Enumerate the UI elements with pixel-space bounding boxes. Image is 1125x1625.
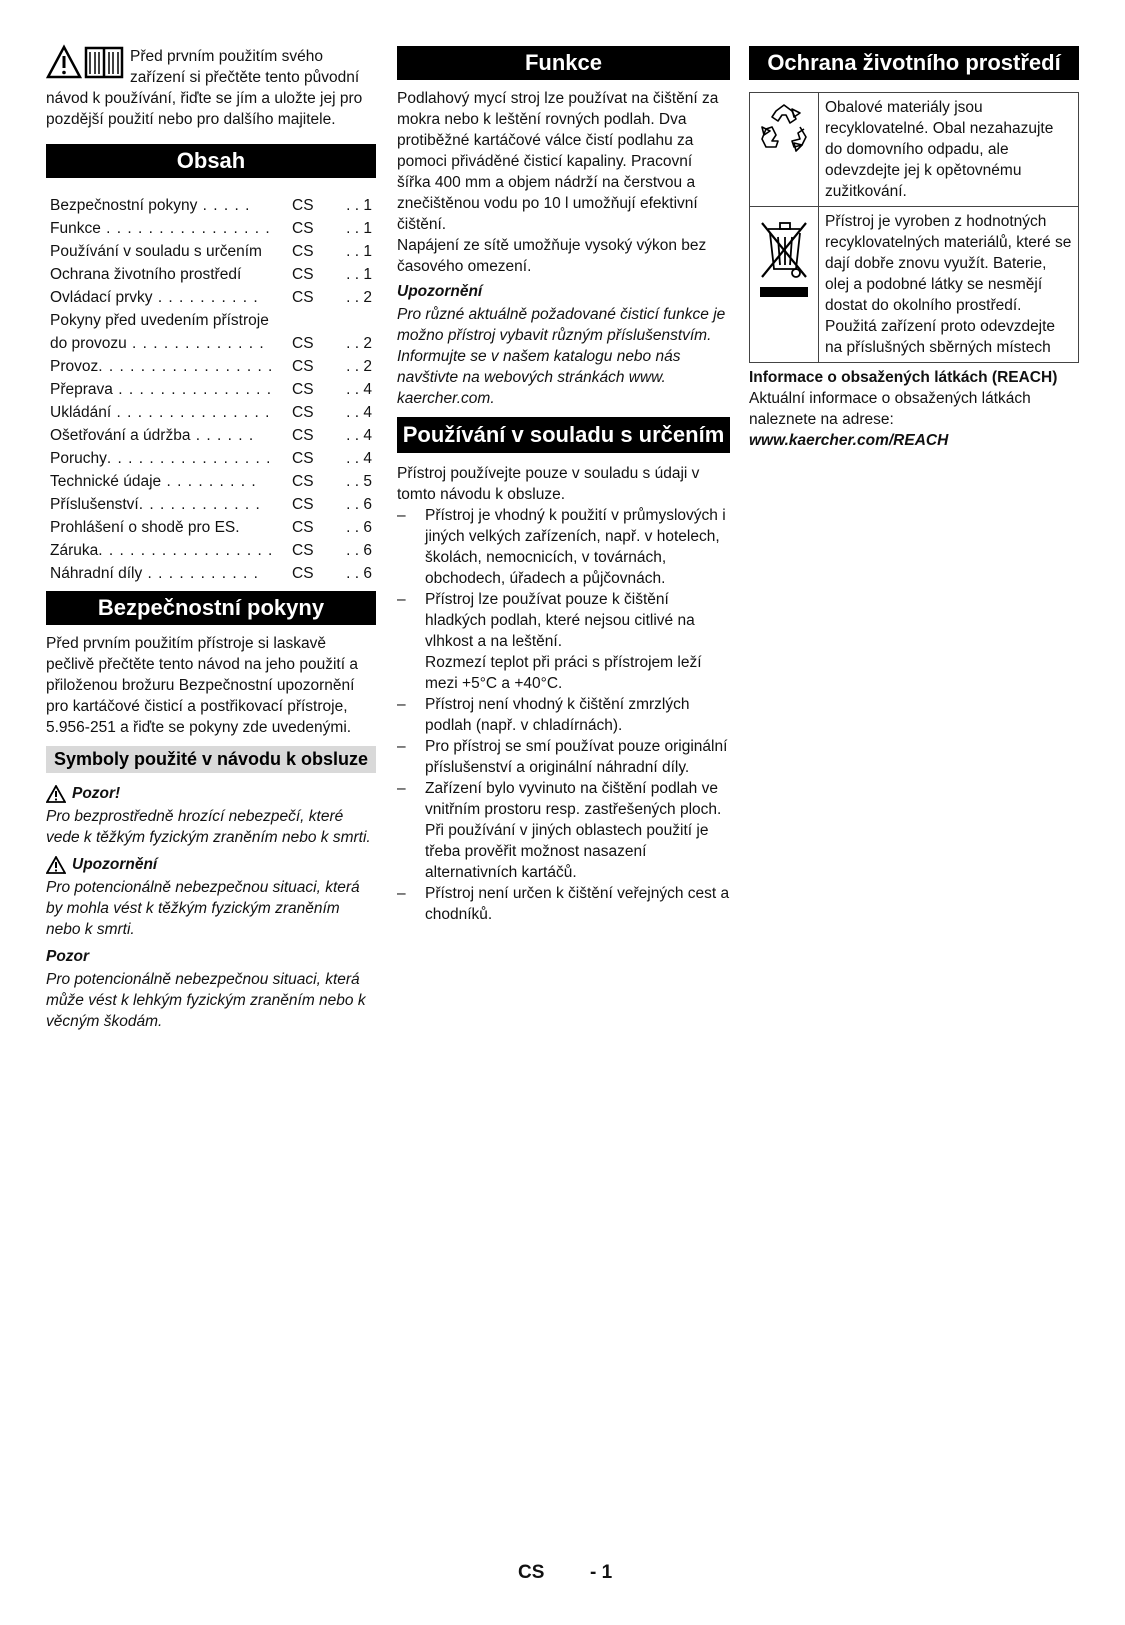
toc-entry-page: . . 2 [346, 335, 372, 352]
toc-entry-lang: CS [292, 450, 314, 467]
safety-heading: Bezpečnostní pokyny [46, 591, 376, 625]
danger-label: Pozor! [72, 785, 121, 802]
list-item: – Pro přístroj se smí používat pouze originální příslušenství a originální náhradní díly. [397, 738, 728, 776]
toc-entry-lang: CS [292, 565, 314, 582]
toc-entry-title: Funkce [50, 220, 101, 237]
toc-entry-dots: . [235, 519, 241, 536]
toc-entry[interactable] [46, 263, 376, 286]
toc-entry-dots: . . . . . . . . . [161, 473, 257, 490]
toc-entry-lang: CS [292, 427, 314, 444]
toc-entry[interactable] [46, 470, 376, 493]
toc-entry-page: . . 4 [346, 404, 372, 421]
toc-entry-lang: CS [292, 473, 314, 490]
warning-label: Upozornění [72, 856, 158, 873]
danger-text: Pro bezprostředně hrozící nebezpečí, které vede k těžkým fyzickým zraněním nebo k smrti. [46, 808, 371, 846]
toc-entry[interactable] [46, 539, 376, 562]
toc-entry-dots: . . . . . . . . . . . . . . . . . [98, 542, 274, 559]
toc-entry-lang: CS [292, 496, 314, 513]
toc-entry-page: . . 6 [346, 565, 372, 582]
toc-entry-page: . . 5 [346, 473, 372, 490]
reach-text: Aktuální informace o obsažených látkách naleznete na adrese: [749, 390, 1031, 428]
toc-entry-lang: CS [292, 335, 314, 352]
temperature-note: Rozmezí teplot při práci s přístrojem leží mezi +5°C a +40°C. [425, 654, 702, 692]
page-number: - 1 [590, 1562, 613, 1583]
toc-entry[interactable] [46, 562, 376, 585]
toc-entry-title: Technické údaje [50, 473, 162, 490]
toc-entry-title: Ošetřování a údržba [50, 427, 191, 444]
toc-entry-dots: . . . . . . . . . . . . . . . [112, 381, 273, 398]
toc-entry[interactable] [46, 424, 376, 447]
toc-entry-lang: CS [292, 243, 314, 260]
footer-language: CS [518, 1562, 545, 1583]
function-note-text: Pro různé aktuálně požadované čisticí funkce je možno přístroj vybavit různým příslušenstvím. Informujte se v našem katalogu nebo nás navštivte na webových stránkách www. kaercher.com. [397, 306, 726, 407]
toc-entry[interactable] [46, 217, 376, 240]
toc-entry-title-line1: Pokyny před uvedením přístroje [50, 312, 269, 329]
column-right [749, 46, 1079, 451]
warning-triangle-icon [46, 856, 66, 874]
toc-entry[interactable] [46, 378, 376, 401]
recycle-icon [756, 101, 812, 157]
toc-entry-lang: CS [292, 197, 314, 214]
toc-entry-lang: CS [292, 519, 314, 536]
toc-entry-title: Přeprava [50, 381, 113, 398]
toc-entry-lang: CS [292, 220, 314, 237]
caution-text: Pro potencionálně nebezpečnou situaci, která může vést k lehkým fyzickým zraněním nebo k věcným škodám. [46, 971, 366, 1030]
toc-entry-title: Provoz [50, 358, 99, 375]
toc-entry-dots: . . . . . . . . . . . . . . . . [106, 450, 272, 467]
toc-entry-dots: . . . . . . . . . . . . . . . . . [98, 358, 274, 375]
toc-entry-page: . . 4 [346, 450, 372, 467]
usage-heading: Používání v souladu s určením [397, 417, 730, 453]
reach-link[interactable]: www.kaercher.com/REACH [749, 432, 949, 449]
toc-entry[interactable] [46, 493, 376, 516]
danger-label-row [46, 783, 376, 804]
toc-entry-dots: . . . . . . . . . . . . . . . . [100, 220, 271, 237]
toc-entry-title: Náhradní díly [50, 565, 143, 582]
toc-entry-page: . . 6 [346, 496, 372, 513]
toc-entry-title: Poruchy [50, 450, 107, 467]
toc-entry-page: . . 1 [346, 220, 372, 237]
list-item: – Přístroj není určen k čištění veřejných cest a chodníků. [397, 885, 730, 923]
toc-entry-title: Ukládání [50, 404, 112, 421]
caution-label: Pozor [46, 948, 90, 965]
intro-text: Před prvním použitím svého zařízení si přečtěte tento původní návod k používání, řiďte se jím a uložte jej pro pozdější použití nebo pro dalšího majitele. [46, 48, 363, 128]
toc-entry-lang: CS [292, 404, 314, 421]
list-item: – Přístroj je vhodný k použití v průmyslových i jiných velkých zařízeních, např. v hotelech, školách, nemocnicích, v továrnách, obchodech, úřadech a půjčovnách. [397, 507, 726, 587]
device-text: Přístroj je vyroben z hodnotných recyklovatelných materiálů, které se dají dobře znovu využít. Baterie, olej a podobné látky se nesmějí dostat do okolního prostředí. Použitá zařízení proto odevzdejte na příslušných sběrných místech [819, 207, 1079, 363]
toc-entry-dots: . . . . . . . . . . . . . [126, 335, 265, 352]
symbols-heading: Symboly použité v návodu k obsluze [46, 746, 376, 773]
toc-entry-lang: CS [292, 289, 314, 306]
toc-entry-page: . . 2 [346, 289, 372, 306]
toc-entry-title: Používání v souladu s určením [50, 243, 262, 260]
table-of-contents [46, 194, 376, 585]
toc-entry[interactable] [46, 286, 376, 309]
toc-entry-page: . . 4 [346, 427, 372, 444]
toc-entry-page: . . 1 [346, 243, 372, 260]
function-text-2: Napájení ze sítě umožňuje vysoký výkon bez časového omezení. [397, 237, 707, 275]
list-item: – Přístroj lze používat pouze k čištění hladkých podlah, které nejsou citlivé na vlhkost a na leštění. Rozmezí teplot při práci s přístrojem leží mezi +5°C a +40°C. [397, 591, 702, 692]
toc-entry-lang: CS [292, 381, 314, 398]
toc-entry-title: do provozu [50, 335, 127, 352]
column-left [46, 46, 376, 1032]
toc-entry-dots: . . . . . . . . . . . [142, 565, 259, 582]
toc-entry[interactable] [46, 516, 376, 539]
column-middle [397, 46, 730, 925]
function-heading: Funkce [397, 46, 730, 80]
toc-entry-dots: . . . . . . . . . . . . [138, 496, 261, 513]
table-row [750, 93, 1079, 207]
environment-table [749, 92, 1079, 363]
toc-entry-title: Záruka [50, 542, 99, 559]
function-note-label: Upozornění [397, 283, 483, 300]
usage-intro: Přístroj používejte pouze v souladu s údaji v tomto návodu k obsluze. [397, 465, 700, 503]
toc-entry[interactable] [46, 355, 376, 378]
toc-entry-dots: . . . . . . . . . . . . . . . [111, 404, 271, 421]
toc-entry-title: Ovládací prvky [50, 289, 153, 306]
toc-entry[interactable] [46, 240, 376, 263]
usage-list [397, 505, 730, 925]
toc-entry-page: . . 1 [346, 197, 372, 214]
toc-entry-page: . . 4 [346, 381, 372, 398]
toc-entry-page: . . 6 [346, 542, 372, 559]
toc-entry[interactable] [46, 309, 376, 355]
toc-entry-dots: . . . . . . [190, 427, 255, 444]
toc-entry[interactable] [46, 447, 376, 470]
warning-text: Pro potencionálně nebezpečnou situaci, která by mohla vést k těžkým fyzickým zraněním nebo k smrti. [46, 879, 360, 938]
safety-text: Před prvním použitím přístroje si laskavě pečlivě přečtěte tento návod na jeho použití a přiloženou brožuru Bezpečnostní upozornění pro kartáčové čisticí a postřikovací přístroje, 5.956-251 a řiďte se pokyny zde uvedenými. [46, 635, 358, 736]
crossed-bin-icon [756, 215, 812, 305]
toc-entry-lang: CS [292, 542, 314, 559]
intro-block [46, 46, 376, 130]
toc-entry-title: Ochrana životního prostředí [50, 266, 242, 283]
toc-entry-lang: CS [292, 266, 314, 283]
table-row [750, 207, 1079, 363]
toc-entry[interactable] [46, 401, 376, 424]
environment-heading: Ochrana životního prostředí [749, 46, 1079, 80]
toc-entry[interactable] [46, 194, 376, 217]
warning-label-row [46, 854, 376, 875]
toc-entry-dots: . . . . . . . . . . [152, 289, 259, 306]
toc-entry-title: Příslušenství [50, 496, 139, 513]
toc-entry-dots: . . . . . [197, 197, 251, 214]
list-item: – Přístroj není vhodný k čištění zmrzlých podlah (např. v chladírnách). [397, 696, 690, 734]
toc-entry-title: Bezpečnostní pokyny [50, 197, 198, 214]
reach-heading: Informace o obsažených látkách (REACH) [749, 369, 1058, 386]
function-text-1: Podlahový mycí stroj lze používat na čištění za mokra nebo k leštění rovných podlah. Dva protiběžné kartáčové válce čistí podlahu za pomoci přiváděné čisticí kapaliny. Pracovní šířka 400 mm a objem nádrží na čerstvou a znečištěnou vodu po 10 l umožňují efektivní čištění. [397, 90, 719, 233]
toc-entry-page: . . 2 [346, 358, 372, 375]
toc-entry-lang: CS [292, 358, 314, 375]
warning-manual-icon [46, 44, 126, 80]
list-item: – Zařízení bylo vyvinuto na čištění podlah ve vnitřním prostoru resp. zastřešených ploch. Při používání v jiných oblastech použití je třeba prověřit možnost nasazení alternativních kartáčů. [397, 780, 722, 881]
toc-heading: Obsah [46, 144, 376, 178]
packaging-text: Obalové materiály jsou recyklovatelné. Obal nezahazujte do domovního odpadu, ale odevzdejte jej k opětovnému zužitkování. [819, 93, 1079, 207]
toc-entry-page: . . 1 [346, 266, 372, 283]
toc-entry-title: Prohlášení o shodě pro ES [50, 519, 236, 536]
toc-entry-page: . . 6 [346, 519, 372, 536]
warning-triangle-icon [46, 785, 66, 803]
